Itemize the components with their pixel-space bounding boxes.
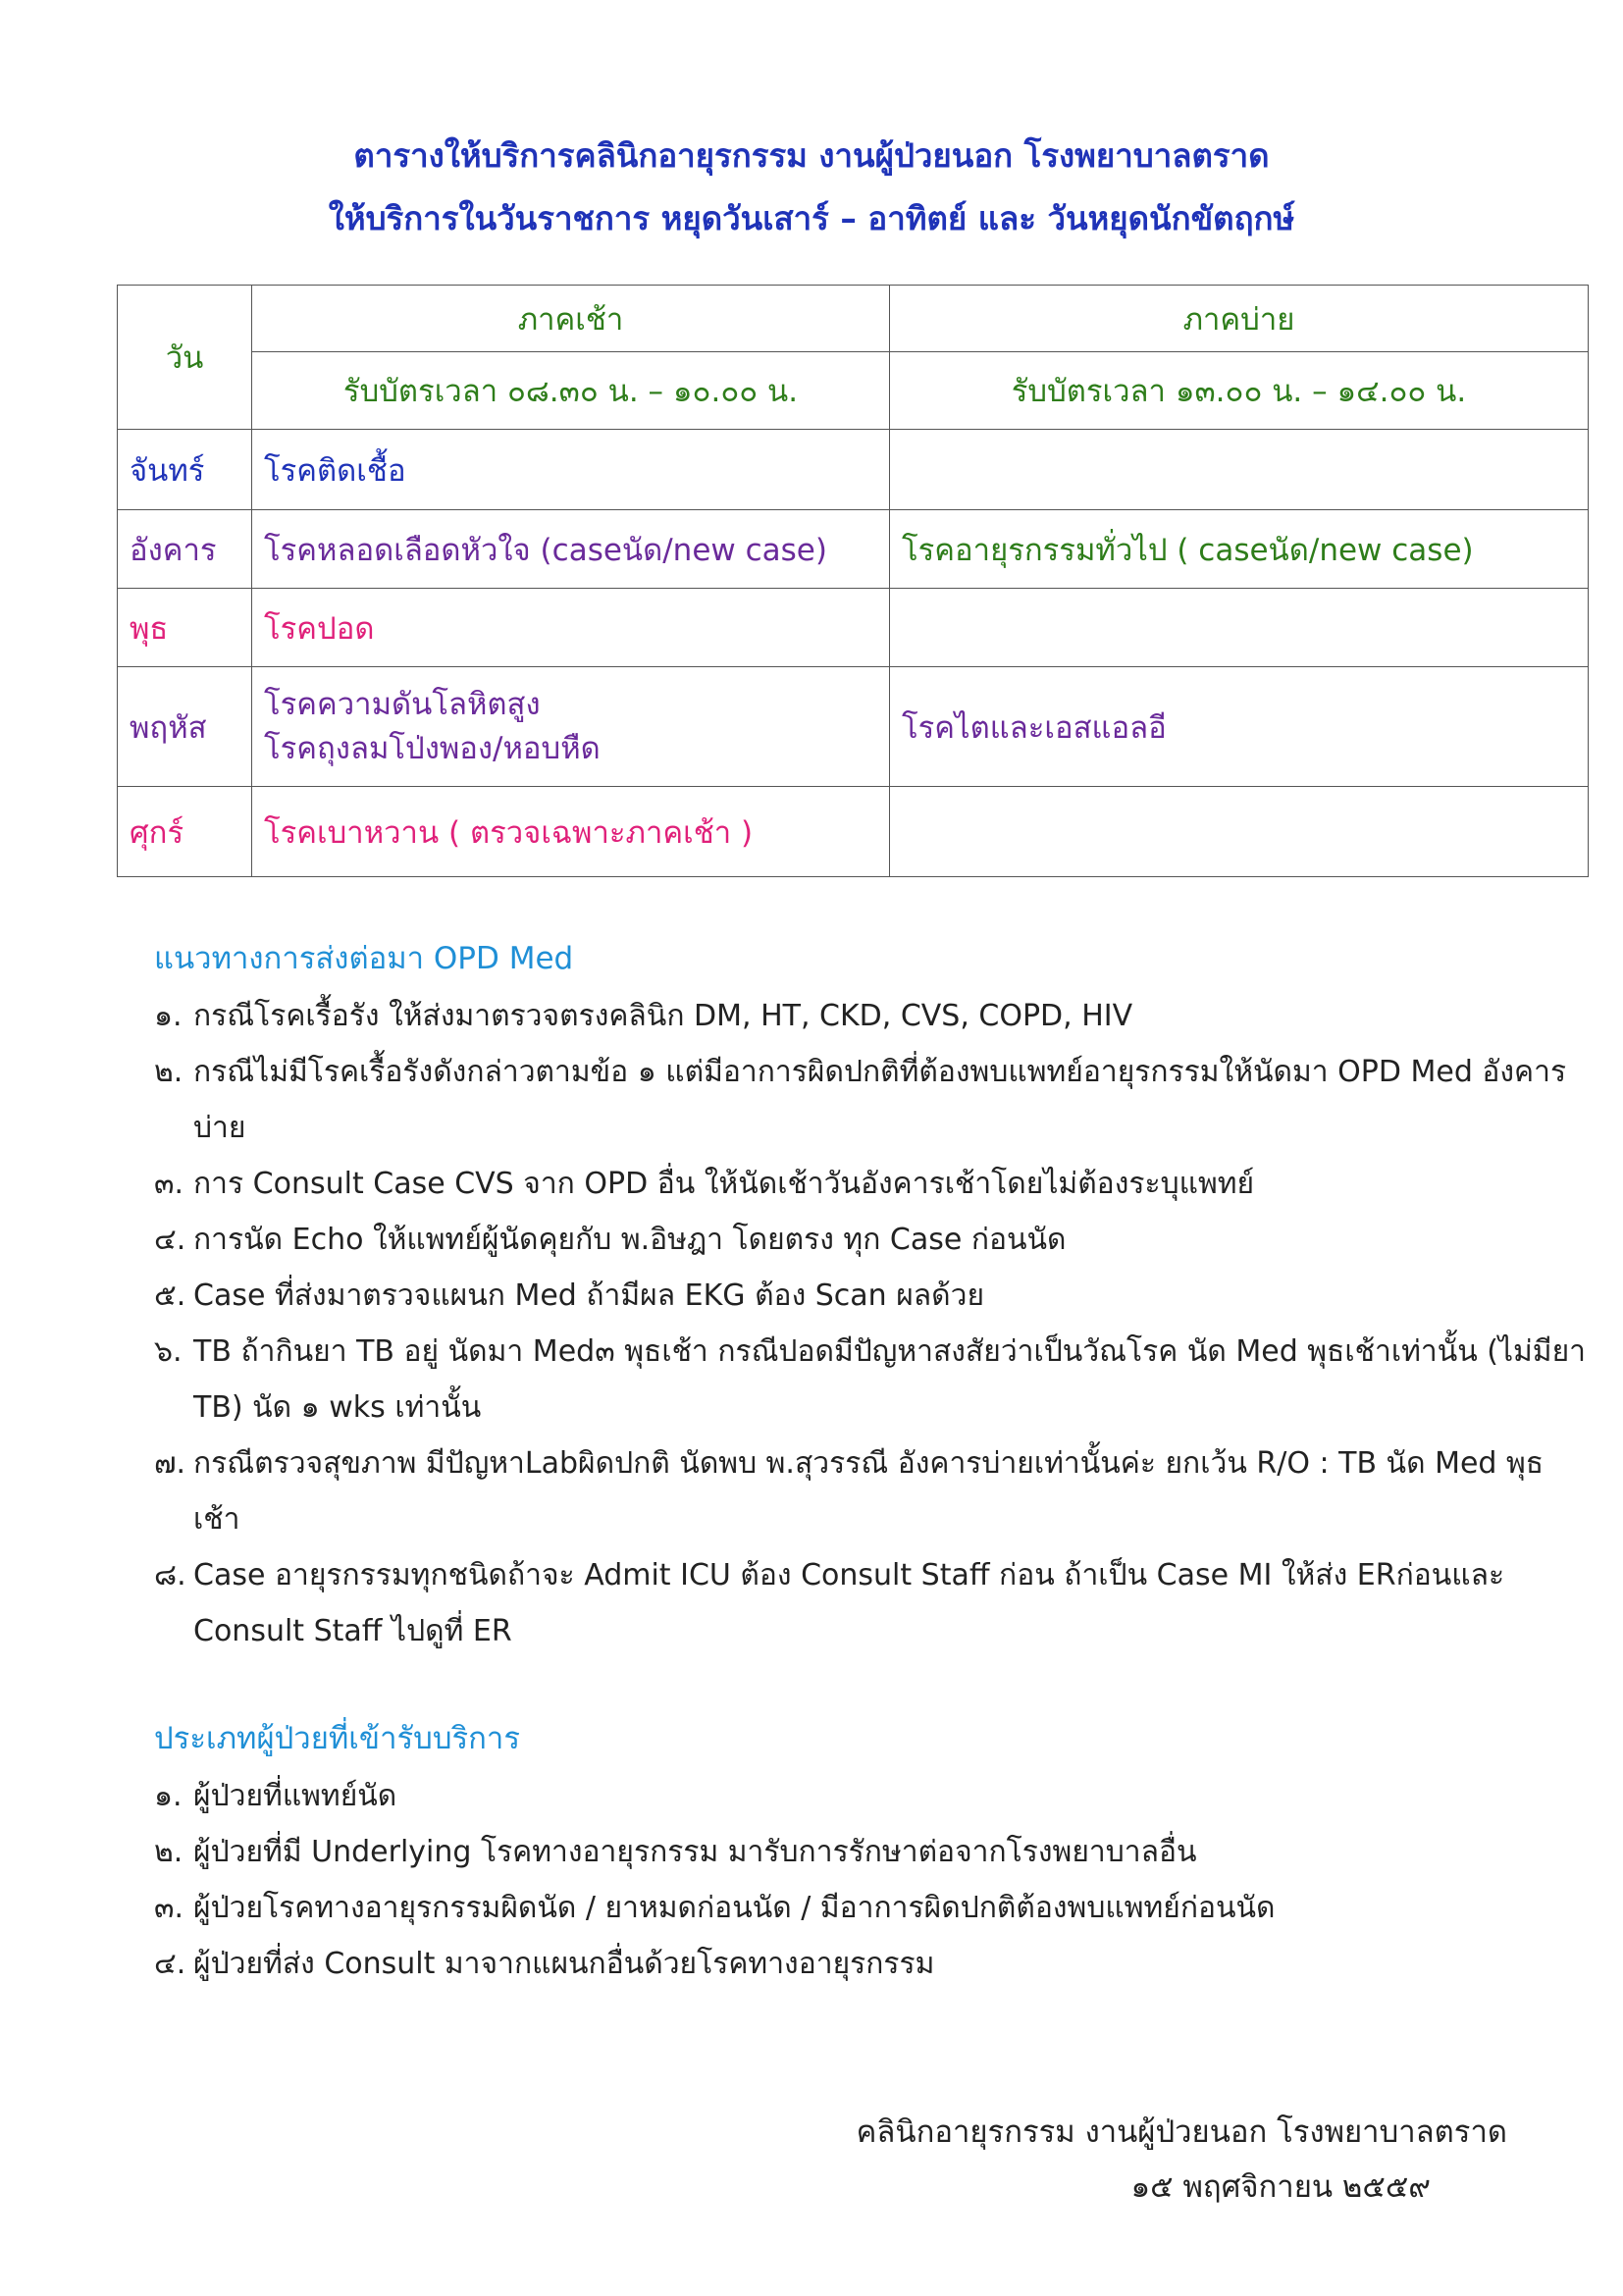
document-subtitle: ให้บริการในวันราชการ หยุดวันเสาร์ – อาทิตย์ และ วันหยุดนักขัตฤกษ์ xyxy=(328,199,1295,237)
referral-guidelines xyxy=(154,940,1587,1659)
afternoon-header: ภาคบ่าย xyxy=(890,286,1589,352)
list-item: ๗. กรณีตรวจสุขภาพ มีปัญหาLabผิดปกติ นัดพบ พ.สุวรรณี อังคารบ่ายเท่านั้นค่ะ ยกเว้น R/O : TB นัด Med พุธเช้า xyxy=(154,1445,1544,1537)
table-row xyxy=(118,510,1589,589)
morning-header: ภาคเช้า xyxy=(252,286,890,352)
day-cell: อังคาร xyxy=(118,510,252,589)
table-row xyxy=(118,589,1589,667)
day-cell: จันทร์ xyxy=(118,430,252,510)
afternoon-cell: โรคอายุรกรรมทั่วไป ( caseนัด/new case) xyxy=(890,510,1589,589)
list-item: ๒. กรณีไม่มีโรคเรื้อรังดังกล่าวตามข้อ ๑ แต่มีอาการผิดปกติที่ต้องพบแพทย์อายุรกรรมให้นัดมา OPD Med อังคารบ่าย xyxy=(154,1054,1567,1145)
day-cell: พฤหัส xyxy=(118,667,252,787)
morning-cell: โรคติดเชื้อ xyxy=(252,430,890,510)
afternoon-cell: โรคไตและเอสแอลอี xyxy=(890,667,1589,787)
schedule-table xyxy=(117,285,1589,877)
table-row xyxy=(118,667,1589,787)
morning-cell: โรคหลอดเลือดหัวใจ (caseนัด/new case) xyxy=(252,510,890,589)
table-row xyxy=(118,787,1589,877)
patient-types-heading: ประเภทผู้ป่วยที่เข้ารับบริการ xyxy=(154,1721,520,1756)
morning-cell xyxy=(252,667,890,787)
morning-time: รับบัตรเวลา ๐๘.๓๐ น. – ๑๐.๐๐ น. xyxy=(252,352,890,430)
list-item: ๓. การ Consult Case CVS จาก OPD อื่น ให้นัดเช้าวันอังคารเช้าโดยไม่ต้องระบุแพทย์ xyxy=(154,1166,1255,1201)
list-item: ๘. Case อายุรกรรมทุกชนิดถ้าจะ Admit ICU ต้อง Consult Staff ก่อน ถ้าเป็น Case MI ให้ส่ง ERก่อนและ Consult Staff ไปดูที่ ER xyxy=(154,1557,1505,1648)
morning-cell: โรคปอด xyxy=(252,589,890,667)
morning-cell: โรคเบาหวาน ( ตรวจเฉพาะภาคเช้า ) xyxy=(252,787,890,877)
footer-date: ๑๕ พฤศจิกายน ๒๕๕๙ xyxy=(1130,2169,1431,2205)
list-item: ๔. ผู้ป่วยที่ส่ง Consult มาจากแผนกอื่นด้วยโรคทางอายุรกรรม xyxy=(154,1946,935,1981)
document-title: ตารางให้บริการคลินิกอายุรกรรม งานผู้ป่วยนอก โรงพยาบาลตราด xyxy=(353,136,1270,175)
list-item: ๖. TB ถ้ากินยา TB อยู่ นัดมา Med๓ พุธเช้า กรณีปอดมีปัญหาสงสัยว่าเป็นวัณโรค นัด Med พุธเช้าเท่านั้น (ไม่มียา TB) นัด ๑ wks เท่านั้น xyxy=(154,1333,1587,1425)
list-item: ๔. การนัด Echo ให้แพทย์ผู้นัดคุยกับ พ.อิษฎา โดยตรง ทุก Case ก่อนนัด xyxy=(154,1222,1067,1257)
afternoon-cell xyxy=(890,430,1589,510)
afternoon-cell xyxy=(890,589,1589,667)
afternoon-cell xyxy=(890,787,1589,877)
guidelines-heading: แนวทางการส่งต่อมา OPD Med xyxy=(154,941,574,976)
afternoon-time: รับบัตรเวลา ๑๓.๐๐ น. – ๑๔.๐๐ น. xyxy=(890,352,1589,430)
patient-types xyxy=(154,1720,1587,1992)
morning-line-1: โรคความดันโลหิตสูง xyxy=(264,686,541,722)
table-row xyxy=(118,430,1589,510)
day-cell: ศุกร์ xyxy=(118,787,252,877)
list-item: ๒. ผู้ป่วยที่มี Underlying โรคทางอายุรกรรม มารับการรักษาต่อจากโรงพยาบาลอื่น xyxy=(154,1834,1197,1869)
morning-line-2: โรคถุงลมโป่งพอง/หอบหืด xyxy=(264,730,601,766)
list-item: ๓. ผู้ป่วยโรคทางอายุรกรรมผิดนัด / ยาหมดก่อนนัด / มีอาการผิดปกติต้องพบแพทย์ก่อนนัด xyxy=(154,1890,1276,1925)
list-item: ๑. ผู้ป่วยที่แพทย์นัด xyxy=(154,1778,397,1813)
day-cell: พุธ xyxy=(118,589,252,667)
footer-department: คลินิกอายุรกรรม งานผู้ป่วยนอก โรงพยาบาลตราด xyxy=(856,2114,1507,2150)
list-item: ๑. กรณีโรคเรื้อรัง ให้ส่งมาตรวจตรงคลินิก DM, HT, CKD, CVS, COPD, HIV xyxy=(154,998,1133,1033)
day-header: วัน xyxy=(118,286,252,430)
list-item: ๕. Case ที่ส่งมาตรวจแผนก Med ถ้ามีผล EKG ต้อง Scan ผลด้วย xyxy=(154,1278,985,1313)
